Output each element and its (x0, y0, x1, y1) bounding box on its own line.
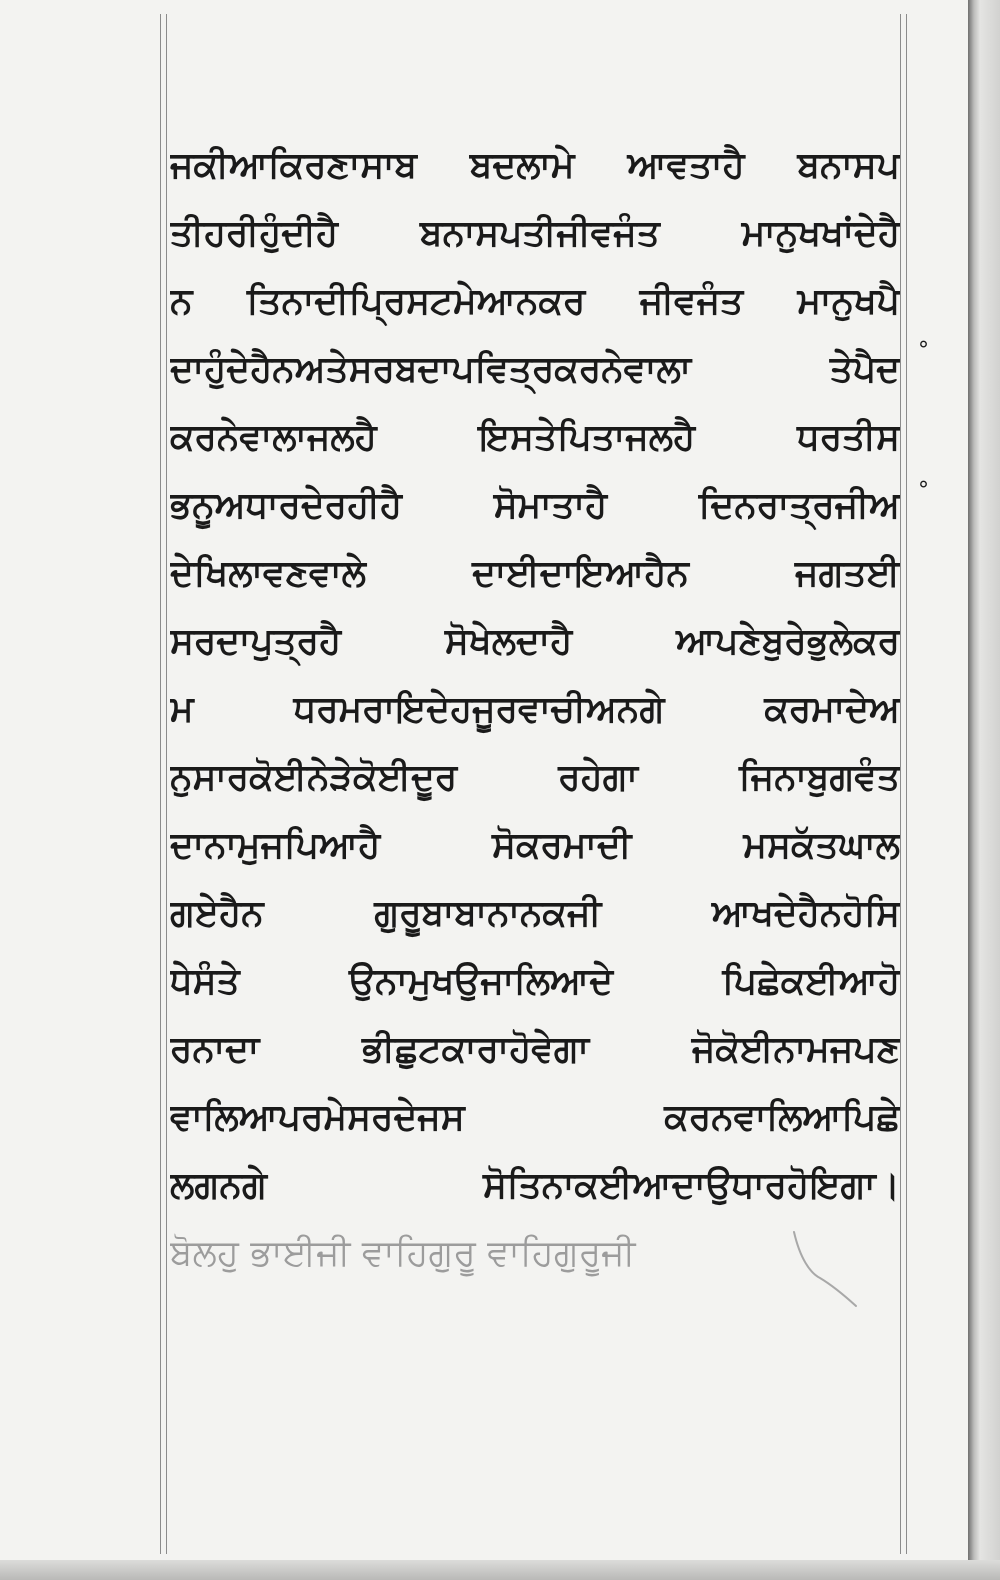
text-line: ਲਗਨਗੇ ਸੋਤਿਨਾਕਈਆਦਾਉਧਾਰਹੋਇਗਾ। (170, 1165, 900, 1206)
text-line: ਦਾਹੁੰਦੇਹੈਨਅਤੇਸਰਬਦਾਪਵਿਤ੍ਰਕਰਨੇਵਾਲਾ ਤੇਪੈਦ (170, 349, 900, 390)
text-line: ਗਏਹੈਨ ਗੁਰੂਬਾਬਾਨਾਨਕਜੀ ਆਖਦੇਹੈਨਹੋਸਿ (170, 893, 900, 934)
page-bottom-edge (0, 1560, 1000, 1580)
text-line: ਕਰਨੇਵਾਲਾਜਲਹੈ ਇਸਤੇਪਿਤਾਜਲਹੈ ਧਰਤੀਸ (170, 417, 900, 458)
right-margin-rule-outer (906, 14, 907, 1554)
right-margin-rule-inner (900, 14, 901, 1554)
text-line: ਜਕੀਆਕਿਰਣਾਸਾਬ ਬਦਲਾਮੇ ਆਵਤਾਹੈ ਬਨਾਸਪ (170, 145, 900, 186)
text-line: ਦਾਨਾਮੁਜਪਿਆਹੈ ਸੋਕਰਮਾਦੀ ਮਸਕੱਤਘਾਲ (170, 825, 900, 866)
text-line: ਸਰਦਾਪੁਤ੍ਰਹੈ ਸੋਖੇਲਦਾਹੈ ਆਪਣੇਬੁਰੇਭੁਲੇਕਰ (170, 621, 900, 662)
text-line: ਵਾਲਿਆਪਰਮੇਸਰਦੇਜਸ ਕਰਨਵਾਲਿਆਪਿਛੇ (170, 1097, 900, 1138)
text-line: ਨੁਸਾਰਕੋਈਨੇੜੇਕੋਈਦੂਰ ਰਹੇਗਾ ਜਿਨਾਬੁਗਵੰਤ (170, 757, 900, 798)
text-line: ਮ ਧਰਮਰਾਇਦੇਹਜੂਰਵਾਚੀਅਨਗੇ ਕਰਮਾਦੇਅ (170, 689, 900, 730)
manuscript-text-block (170, 132, 900, 1288)
margin-circle-mark: ° (918, 478, 929, 503)
text-line: ਨ ਤਿਨਾਦੀਪ੍ਰਿਸਟਮੇਆਨਕਰ ਜੀਵਜੰਤ ਮਾਨੁਖਪੈ (170, 281, 900, 322)
text-line: ਰਨਾਦਾ ਭੀਛੁਟਕਾਰਾਹੋਵੇਗਾ ਜੋਕੋਈਨਾਮਜਪਣ (170, 1029, 900, 1070)
text-line: ਧੇਸੰਤੇ ਉਨਾਮੁਖਉਜਾਲਿਆਦੇ ਪਿਛੇਕਈਆਹੋ (170, 961, 900, 1002)
closing-invocation-line: ਬੋਲਹੁ ਭਾਈਜੀ ਵਾਹਿਗੁਰੂ ਵਾਹਿਗੁਰੂਜੀ (170, 1233, 636, 1274)
text-line: ਦੇਖਿਲਾਵਣਵਾਲੇ ਦਾਈਦਾਇਆਹੈਨ ਜਗਤਈ (170, 553, 900, 594)
margin-circle-mark: ° (918, 338, 929, 363)
left-margin-rule-inner (166, 14, 167, 1554)
left-margin-rule-outer (160, 14, 161, 1554)
text-line: ਤੀਹਰੀਹੁੰਦੀਹੈ ਬਨਾਸਪਤੀਜੀਵਜੰਤ ਮਾਨੁਖਖਾਂਦੇਹੈ (170, 213, 900, 254)
text-line: ਭਨੂਅਧਾਰਦੇਰਹੀਹੈ ਸੋਮਾਤਾਹੈ ਦਿਨਰਾਤ੍ਰਜੀਅ (170, 485, 900, 526)
adjacent-page-edge (968, 0, 1000, 1580)
closing-flourish-stroke (790, 1228, 860, 1308)
